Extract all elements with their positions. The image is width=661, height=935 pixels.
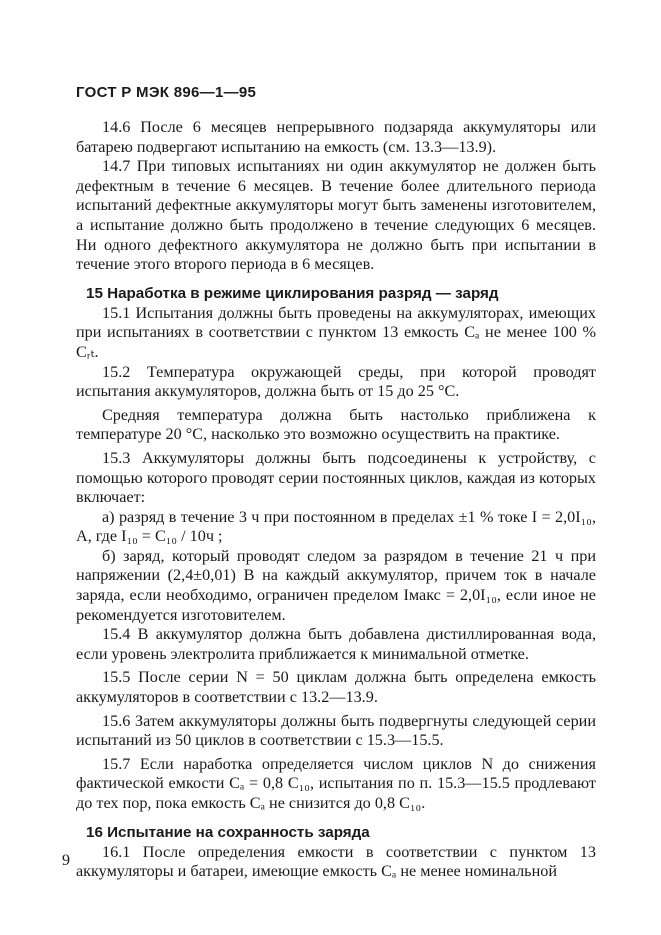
paragraph-15-6: 15.6 Затем аккумуляторы должны быть подвергнуты следующей серии испытаний из 50 циклов в соответствии с 15.3—15.5.: [76, 711, 596, 750]
body-text: [76, 118, 596, 882]
paragraph-15-1: 15.1 Испытания должны быть проведены на аккумуляторах, имеющих при испытаниях в соответствии с пунктом 13 емкость Cₐ не менее 100 % Cᵣₜ.: [76, 303, 596, 361]
page-number: 9: [62, 852, 70, 869]
paragraph-15-3-b: б) заряд, который проводят следом за разрядом в течение 21 ч при напряжении (2,4±0,01) В на каждый аккумулятор, причем ток в начале заряда, если необходимо, ограничен пределом Iмакс = 2,0I₁₀, если иное не рекомендуется изготовителем.: [76, 546, 596, 624]
paragraph-15-7: 15.7 Если наработка определяется числом циклов N до снижения фактической емкости Cₐ = 0,8 C₁₀, испытания по п. 15.3—15.5 продлевают до тех пор, пока емкость Cₐ не снизится до 0,8 C₁₀.: [76, 754, 596, 812]
paragraph-15-3: 15.3 Аккумуляторы должны быть подсоединены к устройству, с помощью которого проводят серии постоянных циклов, каждая из которых включает:: [76, 448, 596, 507]
section-16-heading: 16 Испытание на сохранность заряда: [86, 823, 370, 841]
paragraph-16-1: 16.1 После определения емкости в соответствии с пунктом 13 аккумуляторы и батареи, имеющие емкость Cₐ не менее номинальной: [76, 842, 596, 881]
paragraph-15-2-continued: Средняя температура должна быть настолько приближена к температуре 20 °С, насколько это возможно осуществить на практике.: [76, 405, 596, 444]
paragraph-14-6: 14.6 После 6 месяцев непрерывного подзаряда аккумуляторы или батарею подвергают испытанию на емкость (см. 13.3—13.9).: [76, 118, 596, 156]
standard-header: ГОСТ Р МЭК 896—1—95: [76, 84, 257, 101]
paragraph-15-3-a: а) разряд в течение 3 ч при постоянном в пределах ±1 % токе I = 2,0I₁₀, А, где I₁₀ = C₁₀ / 10ч ;: [76, 507, 596, 546]
section-15-heading: 15 Наработка в режиме циклирования разряд — заряд: [86, 284, 499, 302]
paragraph-14-7: 14.7 При типовых испытаниях ни один аккумулятор не должен быть дефектным в течение 6 месяцев. В течение более длительного периода испытаний дефектные аккумуляторы могут быть заменены изготовителем, а испытание должно быть продолжено в течение следующих 6 месяцев. Ни одного дефектного аккумулятора не должно быть при испытании в течение этого второго периода в 6 месяцев.: [76, 157, 596, 274]
paragraph-15-2: 15.2 Температура окружающей среды, при которой проводят испытания аккумуляторов, должна быть от 15 до 25 °С.: [76, 362, 596, 401]
paragraph-15-4: 15.4 В аккумулятор должна быть добавлена дистиллированная вода, если уровень электролита приближается к минимальной отметке.: [76, 625, 596, 663]
paragraph-15-5: 15.5 После серии N = 50 циклам должна быть определена емкость аккумуляторов в соответствии с 13.2—13.9.: [76, 668, 596, 707]
